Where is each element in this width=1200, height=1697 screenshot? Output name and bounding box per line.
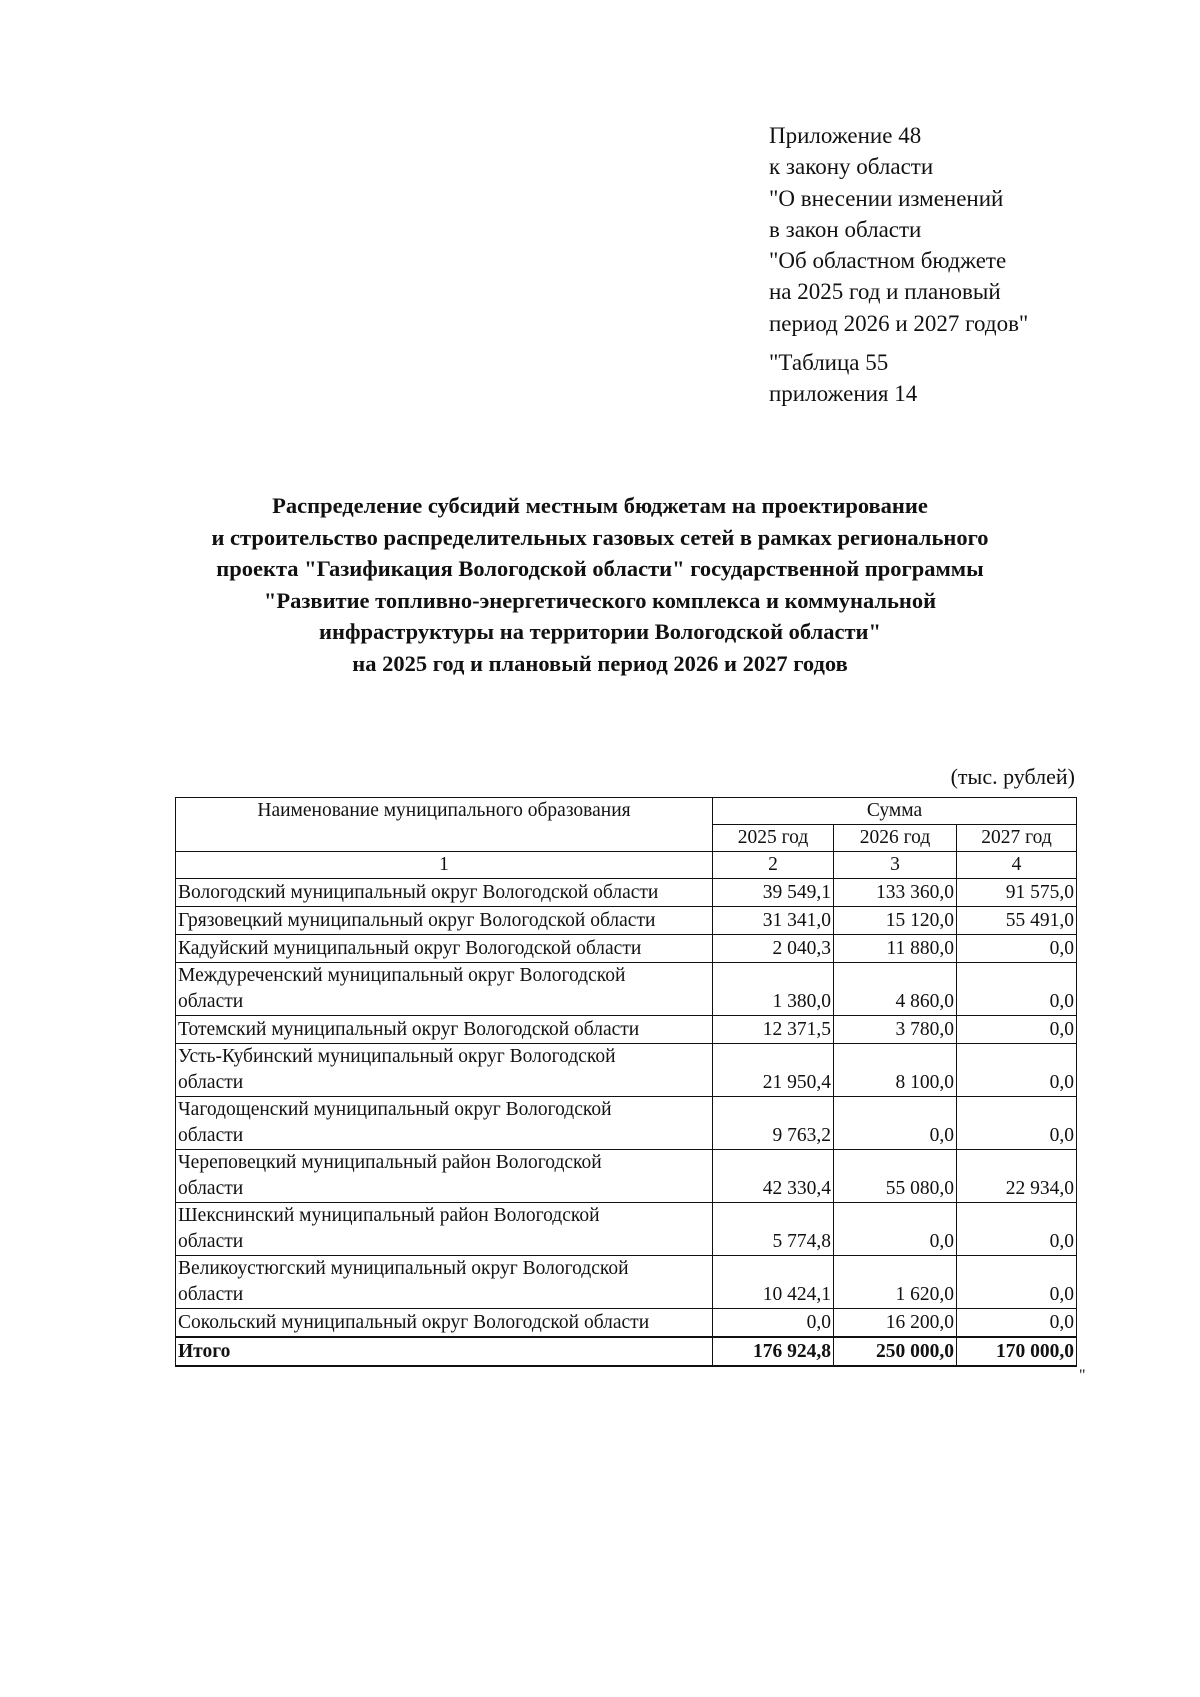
amount-2026: 133 360,0 [834,879,957,907]
table-row [176,1044,1077,1097]
municipality-name-line: Вологодский муниципальный округ Вологодской области [178,882,659,903]
amount-2027: 0,0 [957,1044,1077,1097]
amount-2027: 0,0 [957,963,1077,1016]
header-year-2026: 2026 год [834,825,957,852]
total-2026: 250 000,0 [834,1337,957,1366]
title-line: на 2025 год и плановый период 2026 и 2027 годов [352,650,848,676]
table-ref-line: "Таблица 55 [769,350,889,376]
units-caption: (тыс. рублей) [950,764,1075,789]
title-line: проекта "Газификация Вологодской области" государственной программы [216,556,984,581]
amount-2025: 1 380,0 [713,963,834,1016]
title-line: инфраструктуры на территории Вологодской области" [319,619,881,644]
municipality-name-line: Усть-Кубинский муниципальный округ Вологодской [178,1046,616,1067]
amount-2027: 55 491,0 [957,907,1077,935]
table-ref-line: приложения 14 [769,381,918,407]
municipality-name-line: области [178,1231,244,1252]
municipality-name-line: Кадуйский муниципальный округ Вологодской области [178,938,642,959]
total-2027: 170 000,0 [957,1337,1077,1366]
amount-2026: 55 080,0 [834,1150,957,1203]
column-number: 2 [713,852,834,879]
amount-2026: 1 620,0 [834,1256,957,1309]
column-number: 3 [834,852,957,879]
column-number: 4 [957,852,1077,879]
column-numbers-row [176,852,1077,879]
amount-2025: 10 424,1 [713,1256,834,1309]
municipality-name-line: области [178,1072,244,1093]
municipality-name-line: области [178,1125,244,1146]
table-row [176,1150,1077,1203]
amount-2027: 0,0 [957,1309,1077,1338]
amount-2025: 12 371,5 [713,1016,834,1044]
amount-2026: 8 100,0 [834,1044,957,1097]
municipality-name-line: Шекснинский муниципальный район Вологодской [178,1205,600,1226]
column-number: 1 [176,852,713,879]
header-year-2025: 2025 год [713,825,834,852]
amount-2025: 9 763,2 [713,1097,834,1150]
header-name: Наименование муниципального образования [176,798,713,852]
total-2025: 176 924,8 [713,1337,834,1366]
amount-2025: 42 330,4 [713,1150,834,1203]
table-row [176,963,1077,1016]
distribution-table [175,797,1077,1367]
appendix-line: Приложение 48 [769,123,922,148]
amount-2025: 2 040,3 [713,935,834,963]
municipality-name [176,1256,713,1309]
municipality-name-line: области [178,1284,244,1305]
distribution-table-wrapper [175,797,1076,1367]
table-row [176,1203,1077,1256]
amount-2026: 11 880,0 [834,935,957,963]
amount-2025: 5 774,8 [713,1203,834,1256]
document-title [150,490,1050,679]
amount-2026: 4 860,0 [834,963,957,1016]
table-reference [769,347,1129,410]
amount-2026: 16 200,0 [834,1309,957,1338]
amount-2027: 22 934,0 [957,1150,1077,1203]
table-row [176,1097,1077,1150]
total-row [176,1337,1077,1366]
amount-2027: 0,0 [957,1256,1077,1309]
municipality-name-line: области [178,1178,244,1199]
table-row [176,1256,1077,1309]
amount-2027: 91 575,0 [957,879,1077,907]
amount-2025: 21 950,4 [713,1044,834,1097]
municipality-name-line: Междуреченский муниципальный округ Вологодской [178,965,626,986]
table-body [176,879,1077,1338]
total-label: Итого [176,1337,713,1366]
amount-2025: 39 549,1 [713,879,834,907]
table-row [176,1309,1077,1338]
amount-2026: 0,0 [834,1203,957,1256]
municipality-name [176,963,713,1016]
municipality-name [176,907,713,935]
municipality-name-line: Череповецкий муниципальный район Вологодской [178,1152,602,1173]
municipality-name-line: Великоустюгский муниципальный округ Вологодской [178,1258,629,1279]
municipality-name-line: Тотемский муниципальный округ Вологодской области [178,1019,640,1040]
amount-2025: 31 341,0 [713,907,834,935]
title-line: "Развитие топливно-энергетического комплекса и коммунальной [263,587,937,613]
closing-quote: " [1079,1367,1086,1384]
amount-2026: 15 120,0 [834,907,957,935]
municipality-name [176,1016,713,1044]
municipality-name [176,1309,713,1338]
municipality-name [176,1203,713,1256]
municipality-name-line: Грязовецкий муниципальный округ Вологодской области [178,910,656,931]
table-row [176,879,1077,907]
municipality-name [176,1150,713,1203]
municipality-name [176,1097,713,1150]
table-row [176,1016,1077,1044]
municipality-name [176,879,713,907]
header-year-2027: 2027 год [957,825,1077,852]
header-sum: Сумма [713,798,1077,825]
appendix-line: в закон области [769,216,922,242]
appendix-line: на 2025 год и плановый [769,279,1001,305]
amount-2027: 0,0 [957,935,1077,963]
municipality-name [176,935,713,963]
amount-2025: 0,0 [713,1309,834,1338]
table-row [176,935,1077,963]
appendix-line: "О внесении изменений [769,185,1004,211]
appendix-line: период 2026 и 2027 годов" [769,310,1029,336]
amount-2027: 0,0 [957,1097,1077,1150]
table-row [176,907,1077,935]
amount-2027: 0,0 [957,1203,1077,1256]
municipality-name-line: Чагодощенский муниципальный округ Вологодской [178,1099,612,1120]
municipality-name [176,1044,713,1097]
title-line: Распределение субсидий местным бюджетам на проектирование [272,493,928,518]
header-row [176,798,1077,825]
municipality-name-line: области [178,991,244,1012]
appendix-line: "Об областном бюджете [769,248,1007,274]
municipality-name-line: Сокольский муниципальный округ Вологодской области [178,1312,650,1333]
appendix-line: к закону области [769,154,934,180]
amount-2026: 3 780,0 [834,1016,957,1044]
title-line: и строительство распределительных газовых сетей в рамках регионального [211,524,989,550]
appendix-block [769,120,1129,410]
amount-2027: 0,0 [957,1016,1077,1044]
amount-2026: 0,0 [834,1097,957,1150]
